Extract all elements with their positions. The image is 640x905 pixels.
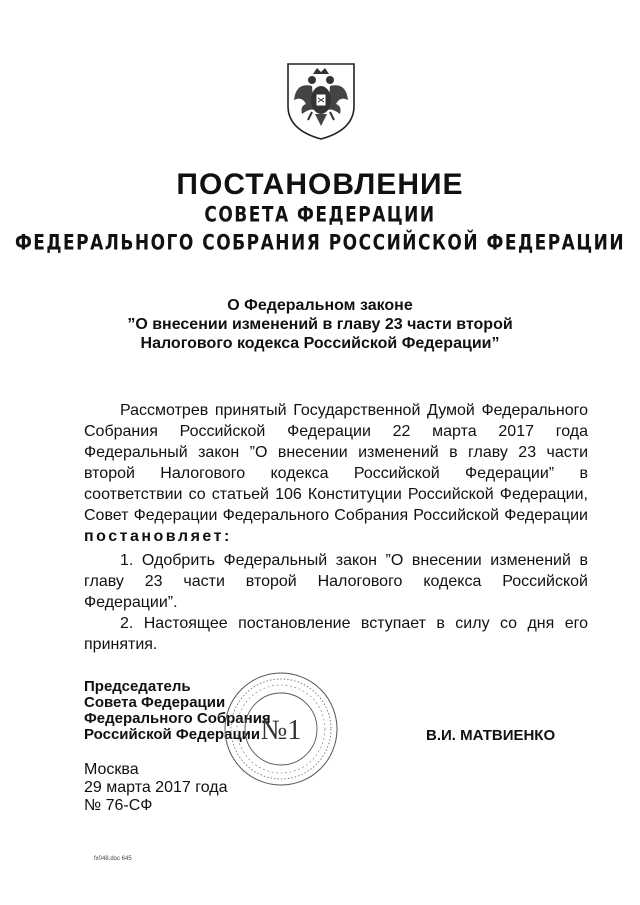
preamble-line: Совет Федерации Федерального Собрания Российской Федерации <box>84 507 588 524</box>
signer-name: В.И. МАТВИЕНКО <box>426 727 556 744</box>
issuing-body-line-2: ФЕДЕРАЛЬНОГО СОБРАНИЯ РОССИЙСКОЙ ФЕДЕРАЦИИ <box>14 230 626 256</box>
seal-number: №1 <box>260 715 302 746</box>
item-line: главу 23 части второй Налогового кодекса Российской <box>84 573 588 590</box>
preamble-line: Собрания Российской Федерации 22 марта 2017 года <box>84 423 588 440</box>
preamble-line: соответствии со статьей 106 Конституции Российской Федерации, <box>84 486 588 503</box>
issue-place: Москва <box>84 761 139 778</box>
preamble-line: второй Налогового кодекса Российской Федерации” в <box>84 465 588 482</box>
document-subject <box>0 296 640 353</box>
signer-title-line: Федерального Собрания <box>84 710 271 727</box>
document-number: № 76-СФ <box>84 797 153 814</box>
issue-details <box>84 761 227 815</box>
preamble-line: Рассмотрев принятый Государственной Думой Федерального <box>120 402 588 419</box>
subject-line: Налогового кодекса Российской Федерации” <box>140 335 500 352</box>
signer-title-line: Председатель <box>84 678 191 695</box>
preamble-paragraph <box>84 400 588 547</box>
issue-date: 29 марта 2017 года <box>84 779 228 796</box>
resolution-keyword: постановляет: <box>84 528 232 545</box>
subject-line: О Федеральном законе <box>227 297 413 314</box>
document-title: ПОСТАНОВЛЕНИЕ <box>176 168 464 201</box>
item-line: принятия. <box>84 636 158 653</box>
item-line: Федерации”. <box>84 594 178 611</box>
item-line: 1. Одобрить Федеральный закон ”О внесении изменений в <box>120 552 588 569</box>
resolution-item-1 <box>84 550 588 613</box>
subject-line: ”О внесении изменений в главу 23 части второй <box>127 316 513 333</box>
resolution-item-2 <box>84 613 588 655</box>
file-reference: fx048.doc 645 <box>94 856 132 862</box>
official-seal-stamp <box>222 670 340 788</box>
preamble-line: Федеральный закон ”О внесении изменений в главу 23 части <box>84 444 588 461</box>
signer-title-line: Совета Федерации <box>84 694 226 711</box>
signer-title-line: Российской Федерации <box>84 726 261 743</box>
issuing-body-line-1: СОВЕТА ФЕДЕРАЦИИ <box>204 202 436 228</box>
item-line: 2. Настоящее постановление вступает в силу со дня его <box>120 615 588 632</box>
coat-of-arms-emblem <box>282 60 360 142</box>
